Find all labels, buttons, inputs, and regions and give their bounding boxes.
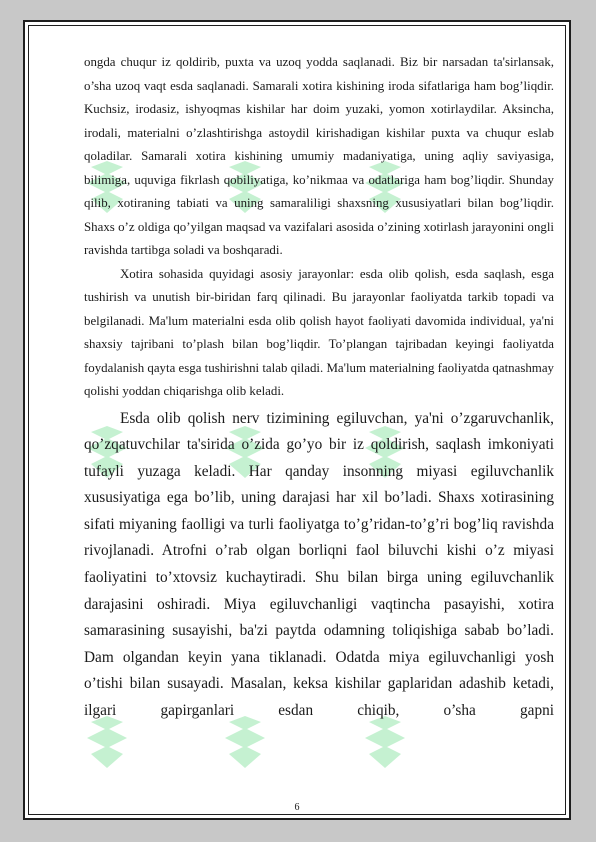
paragraph-memory-processes: Xotira sohasida quyidagi asosiy jarayonlar: esda olib qolish, esda saqlash, esga tushirish va unutish bir-biridan farq qilinadi. Bu jarayonlar faoliyatda tarkib topadi va belgilanadi. Ma'lum materialni esda olib qolish hayot faoliyati davomida individual, ya'ni shaxsiy tajribani to’plash bilan bog’liqdir. To’plangan tajribadan keyingi faoliyatda foydalanish qayta esga tushirishni talab qiladi. Ma'lum materialning faoliyatda qatnashmay qolishi yoddan chiqarishga olib keladi.	[84, 266, 554, 398]
page-number: 6	[294, 802, 300, 813]
document-page	[23, 20, 571, 820]
paragraph-continuation: ongda chuqur iz qoldirib, puxta va uzoq yodda saqlanadi. Biz bir narsadan ta'sirlansak, o’sha uzoq vaqt esda saqlanadi. Samarali xotira kishining iroda sifatlariga ham bog’liqdir. Kuchsiz, irodasiz, ishyoqmas kishilar har doim yuzaki, yomon xotirlaydilar. Aksincha, irodali, materialni o’zlashtirishga astoydil kirishadigan kishilar puxta va chuqur eslab qoladilar. Samarali xotira kishining umumiy madaniyatiga, uning aqliy saviyasiga, bilimiga, uquviga fikrlash qobiliyatiga, ko’nikmaa va odatlariga ham bog’liqdir. Shunday qilib, xotiraning tabiati va uning samaraliligi shaxsning xususiyatlari bilan bog’liqdir. Shaxs o’z oldiga qo’yilgan maqsad va vazifalari asosida o’zining xotirlash jarayonini ongli ravishda tartibga soladi va boshqaradi.	[84, 55, 554, 257]
document-body	[84, 51, 554, 725]
paragraph-nervous-system: Esda olib qolish nerv tizimining egiluvchan, ya'ni o’zgaruvchanlik, qo’zqatuvchilar ta'sirida o’zida go’yo bir iz qoldirish, saqlash imkoniyati tufayli yuzaga keladi. Har qanday insonning miyasi egiluvchanlik xususiyatiga ega bo’lib, uning darajasi har xil bo’ladi. Shaxs xotirasining sifati miyaning faolligi va turli faoliyatga to’g’ridan-to’g’ri bog’liq ravishda rivojlanadi. Atrofni o’rab olgan borliqni faol biluvchi kishi o’z miyasi faoliyatini to’xtovsiz kuchaytiradi. Shu bilan birga uning egiluvchanlik darajasini oshiradi. Miya egiluvchanligi vaqtincha pasayishi, xotira samarasining susayishi, ba'zi paytda odamning toliqishiga sabab bo’ladi. Dam olgandan keyin yana tiklanadi. Odatda miya egiluvchanligi yosh o’tishi bilan susayadi. Masalan, keksa kishilar gaplaridan adashib ketadi, ilgari gapirganlari esdan chiqib, o’sha gapni	[84, 409, 554, 720]
